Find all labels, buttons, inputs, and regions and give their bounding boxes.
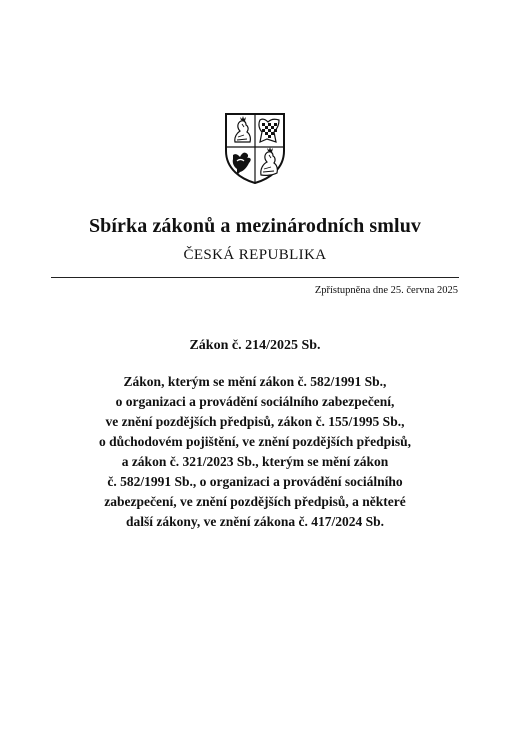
journal-title: Sbírka zákonů a mezinárodních smluv [88,215,422,237]
act-title-line: další zákony, ve znění zákona č. 417/2024 Sb. [125,514,385,529]
czech-coat-of-arms-icon [223,111,287,185]
act-title-line: ve znění pozdějších předpisů, zákon č. 155/1995 Sb., [105,414,405,429]
act-title-line: o organizaci a provádění sociálního zabezpečení, [115,394,395,409]
act-title-line: Zákon, kterým se mění zákon č. 582/1991 Sb., [123,374,387,389]
act-number: Zákon č. 214/2025 Sb. [189,338,321,353]
header-divider [51,277,459,278]
act-title-line: a zákon č. 321/2023 Sb., kterým se mění zákon [121,454,389,469]
act-title-line: zabezpečení, ve znění pozdějších předpisů, a některé [104,494,406,509]
act-title-line: č. 582/1991 Sb., o organizaci a provádění sociálního [107,474,403,489]
act-title-line: o důchodovém pojištění, ve znění pozdějších předpisů, [98,434,412,449]
publication-date: Zpřístupněna dne 25. června 2025 [314,285,458,296]
country-name: ČESKÁ REPUBLIKA [183,247,327,263]
act-title [60,372,450,532]
